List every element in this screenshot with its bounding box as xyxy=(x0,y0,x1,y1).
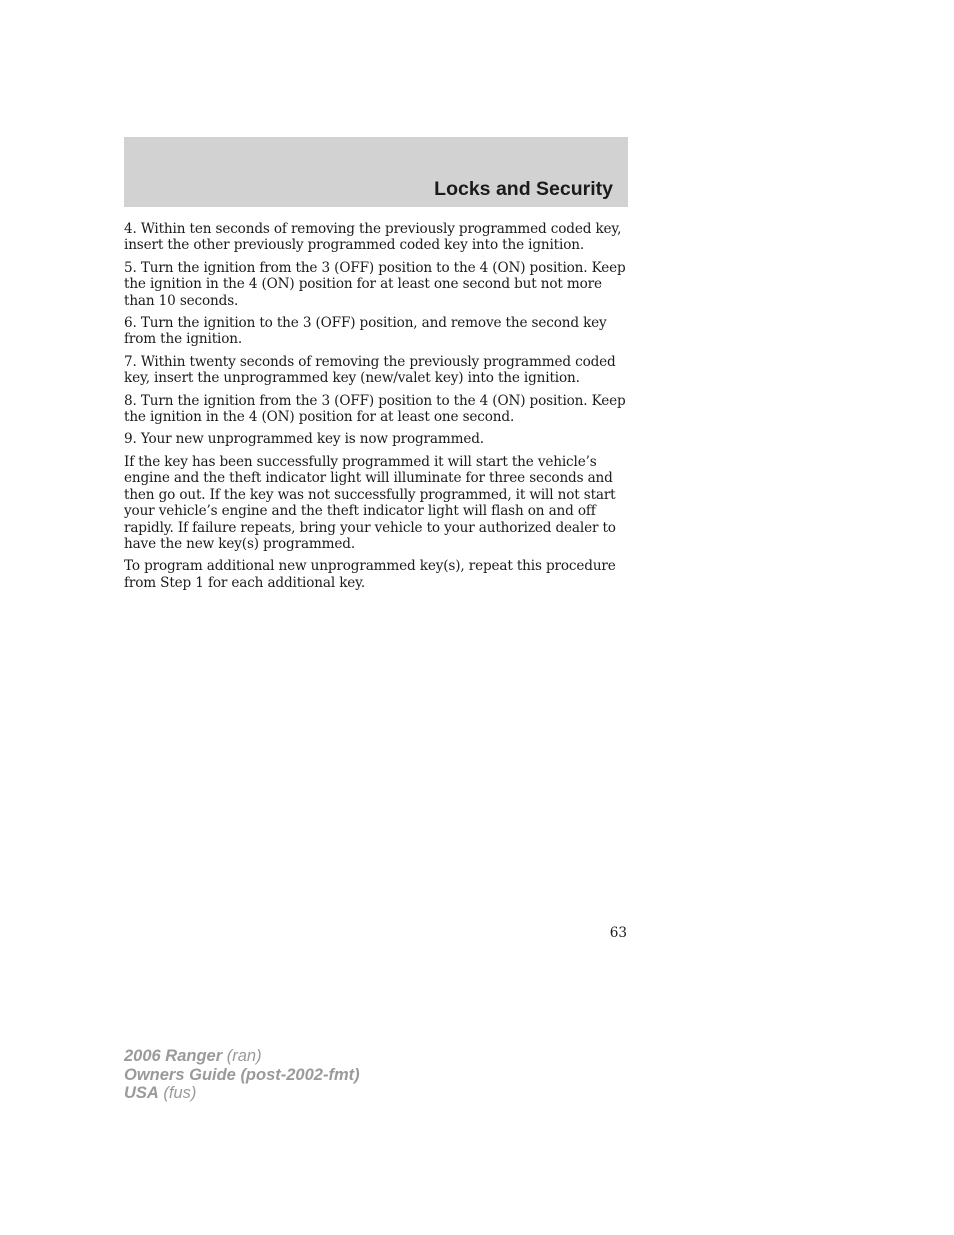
footer-line-guide xyxy=(124,1066,360,1085)
section-title: Locks and Security xyxy=(434,178,613,200)
footer-model: 2006 Ranger xyxy=(124,1047,223,1065)
step-5-paragraph: 5. Turn the ignition from the 3 (OFF) position to the 4 (ON) position. Keep the ignition in the 4 (ON) position for at least one second but not more than 10 seconds. xyxy=(124,259,626,309)
footer-market: USA xyxy=(124,1084,159,1102)
section-header-band xyxy=(124,137,628,207)
step-7-paragraph: 7. Within twenty seconds of removing the previously programmed coded key, insert the unprogrammed key (new/valet key) into the ignition. xyxy=(124,353,616,387)
step-6-paragraph: 6. Turn the ignition to the 3 (OFF) position, and remove the second key from the ignition. xyxy=(124,315,607,348)
footer-line-market xyxy=(124,1084,360,1103)
step-8-paragraph: 8. Turn the ignition from the 3 (OFF) position to the 4 (ON) position. Keep the ignition in the 4 (ON) position for at least one second. xyxy=(124,392,626,426)
document-footer xyxy=(124,1047,360,1103)
result-paragraph: If the key has been successfully programmed it will start the vehicle’s engine and the theft indicator light will illuminate for three seconds and then go out. If the key was not successfully programmed, it will not start your vehicle’s engine and the theft indicator light will flash on and off rapidly. If failure repeats, bring your vehicle to your authorized dealer to have the new key(s) programmed. xyxy=(124,453,616,552)
footer-line-model xyxy=(124,1047,360,1066)
footer-guide: Owners Guide (post-2002-fmt) xyxy=(124,1065,360,1084)
step-4-paragraph: 4. Within ten seconds of removing the previously programmed coded key, insert the other previously programmed coded key into the ignition. xyxy=(124,221,622,254)
body-text xyxy=(124,221,630,597)
footer-market-code: (fus) xyxy=(158,1084,197,1102)
step-9-paragraph: 9. Your new unprogrammed key is now programmed. xyxy=(124,431,484,448)
additional-keys-paragraph: To program additional new unprogrammed key(s), repeat this procedure from Step 1 for each additional key. xyxy=(124,558,616,591)
page-number: 63 xyxy=(609,925,627,941)
footer-model-code: (ran) xyxy=(222,1047,262,1065)
